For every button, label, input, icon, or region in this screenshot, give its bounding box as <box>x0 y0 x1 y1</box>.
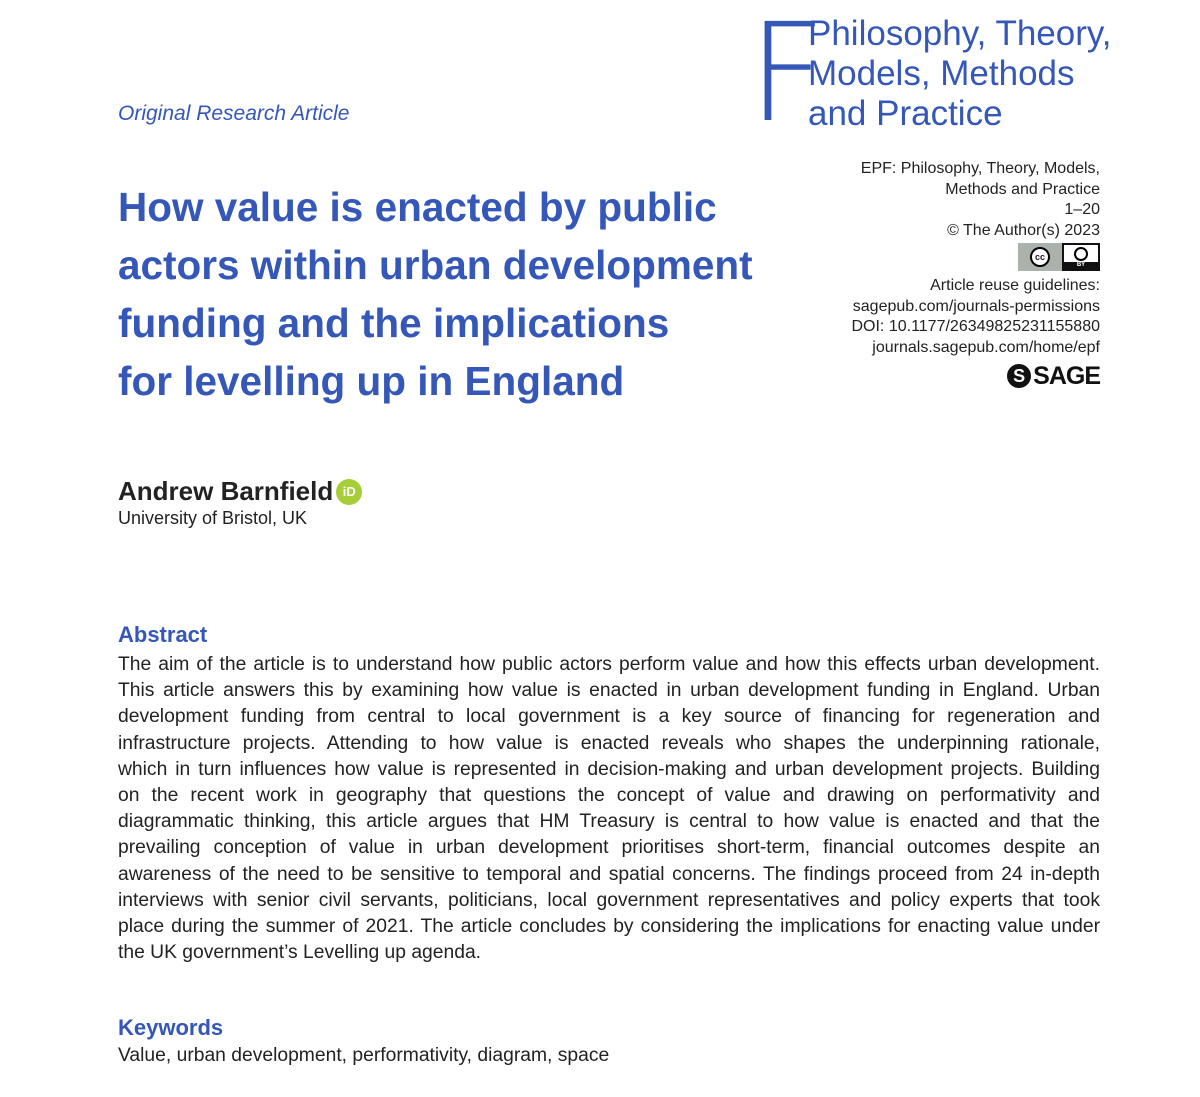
meta-line: EPF: Philosophy, Theory, Models, <box>860 160 1100 177</box>
title-line: How value is enacted by public <box>118 184 717 230</box>
abstract-line: This article answers this by examining how value is enacted in urban development funding in England. Urban <box>118 680 1100 702</box>
journal-name-line: Philosophy, Theory, <box>808 14 1112 53</box>
abstract-line: development funding from central to local government is a key source of financing for regeneration and <box>118 706 1100 728</box>
abstract-text <box>118 652 1100 966</box>
attribution-person-icon <box>1074 247 1088 261</box>
abstract-line: prevailing conception of value in urban development prioritises short-term, financial outcomes despite an <box>118 837 1100 859</box>
meta-line: Methods and Practice <box>945 180 1100 198</box>
abstract-line: on the recent work in geography that questions the concept of value and drawing on performativity and <box>118 785 1100 807</box>
abstract-line: the UK government’s Levelling up agenda. <box>118 942 482 964</box>
author-name: Andrew Barnfield <box>118 476 334 506</box>
journal-name <box>808 14 1188 134</box>
reuse-guidelines <box>740 276 1100 358</box>
abstract-heading: Abstract <box>118 622 208 647</box>
article-title <box>118 178 818 410</box>
abstract-line: infrastructure projects. Attending to how value is enacted reveals who shapes the underpinning rationale, <box>118 732 1100 754</box>
title-line: for levelling up in England <box>118 358 625 404</box>
journal-home-link[interactable]: journals.sagepub.com/home/epf <box>872 338 1100 356</box>
reuse-link[interactable]: sagepub.com/journals-permissions <box>852 297 1100 315</box>
article-type: Original Research Article <box>118 102 350 125</box>
author-affiliation: University of Bristol, UK <box>118 508 308 528</box>
doi-link[interactable]: DOI: 10.1177/26349825231155880 <box>851 318 1100 335</box>
abstract-line: The aim of the article is to understand how public actors perform value and how this effects urban development. <box>118 654 1100 675</box>
meta-line: 1–20 <box>1064 201 1100 218</box>
cc-mark <box>1018 243 1062 271</box>
title-line: funding and the implications <box>118 300 670 346</box>
abstract-line: awareness of the need to be sensitive to temporal and spatial concerns. The findings proceed from 24 in-depth <box>118 863 1100 885</box>
sage-logo <box>1007 363 1100 389</box>
sage-s-icon: S <box>1007 364 1031 388</box>
abstract-line: interviews with senior civil servants, politicians, local government representatives and policy experts that took <box>118 889 1100 911</box>
cc-by-license-icon[interactable] <box>1018 243 1100 271</box>
title-line: actors within urban development <box>118 242 753 288</box>
keywords-heading: Keywords <box>118 1015 224 1040</box>
citation-meta <box>740 159 1100 241</box>
meta-line: © The Author(s) 2023 <box>947 221 1100 239</box>
abstract-line: diagrammatic thinking, this article argues that HM Treasury is central to how value is enacted and that the <box>118 811 1100 833</box>
keywords-text: Value, urban development, performativity, diagram, space <box>118 1045 610 1066</box>
journal-name-line: and Practice <box>808 94 1003 133</box>
by-label: BY <box>1064 262 1098 269</box>
journal-logo-letter: F <box>748 0 823 153</box>
reuse-line: Article reuse guidelines: <box>930 277 1100 294</box>
author <box>118 476 362 507</box>
cc-circle-icon: cc <box>1030 247 1050 267</box>
sage-wordmark: SAGE <box>1033 361 1100 390</box>
orcid-icon[interactable]: iD <box>336 479 362 505</box>
journal-name-line: Models, Methods <box>808 54 1075 93</box>
abstract-line: place during the summer of 2021. The article concludes by considering the implications for enacting value under <box>118 916 1100 938</box>
by-mark <box>1062 243 1100 271</box>
abstract-line: which in turn influences how value is represented in decision-making and urban development projects. Building <box>118 758 1100 780</box>
